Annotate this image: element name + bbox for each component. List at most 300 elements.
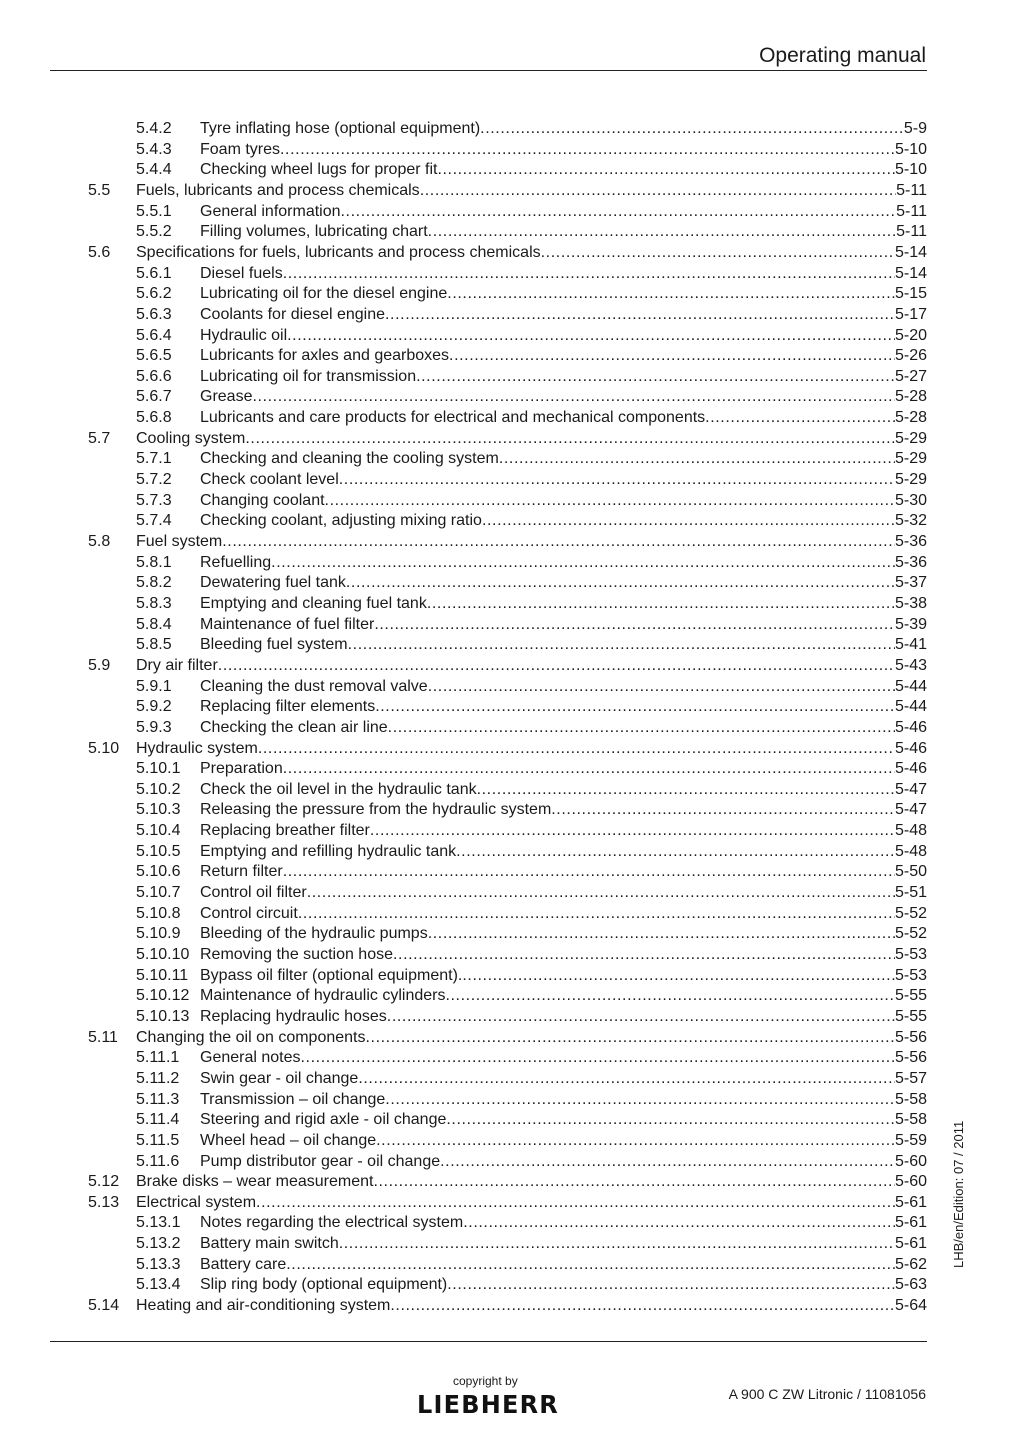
toc-entry-number: 5.10.1 [136, 760, 181, 778]
toc-entry-page: 5-52 [894, 925, 927, 943]
toc-entry-number: 5.6.1 [136, 264, 172, 282]
toc-entry-title: Tyre inflating hose (optional equipment) [200, 120, 481, 137]
toc-leader-dots [462, 966, 895, 986]
toc-entry-number: 5.12 [88, 1173, 120, 1191]
toc-entry[interactable] [0, 346, 1024, 366]
liebherr-logo [407, 1391, 569, 1417]
toc-entry-page: 5-38 [894, 594, 927, 612]
toc-entry-line [200, 677, 927, 697]
toc-entry-line [136, 532, 927, 552]
toc-entry-line [200, 594, 927, 614]
toc-entry-title: Grease [200, 388, 253, 406]
toc-entry-number: 5.6.6 [136, 367, 172, 385]
toc-leader-dots [428, 924, 895, 944]
toc-entry-line [200, 904, 927, 924]
toc-entry-number: 5.6.4 [136, 326, 172, 344]
toc-entry-page: 5-36 [894, 533, 927, 550]
toc-entry-line [200, 697, 927, 717]
toc-entry-line [200, 553, 927, 573]
toc-entry-title: Slip ring body (optional equipment) [200, 1276, 448, 1294]
toc-entry-title: Coolants for diesel engine [200, 305, 386, 323]
toc-entry[interactable] [0, 449, 1024, 469]
toc-leader-dots [705, 408, 895, 428]
toc-entry[interactable] [0, 326, 1024, 346]
toc-entry-line [136, 243, 927, 263]
toc-leader-dots [298, 904, 895, 924]
toc-entry-page: 5-43 [894, 656, 927, 674]
toc-entry-line [200, 1069, 927, 1089]
toc-entry-number: 5.5.2 [136, 223, 172, 241]
toc-entry-title: Transmission – oil change [200, 1090, 386, 1108]
toc-entry-number: 5.10 [88, 739, 120, 757]
toc-entry-page: 5-30 [894, 491, 927, 509]
toc-entry-title: Electrical system [136, 1193, 257, 1211]
toc-entry-title: Specifications for fuels, lubricants and process chemicals [136, 243, 541, 261]
toc-leader-dots [447, 1275, 895, 1295]
toc-entry[interactable] [0, 966, 1024, 986]
toc-entry[interactable] [0, 780, 1024, 800]
toc-entry[interactable] [0, 222, 1024, 242]
toc-entry-number: 5.11.4 [136, 1111, 180, 1129]
toc-entry-number: 5.6.2 [136, 285, 172, 303]
toc-entry-title: Cooling system [136, 429, 246, 447]
toc-entry[interactable] [0, 202, 1024, 222]
toc-entry[interactable] [0, 1069, 1024, 1089]
toc-entry[interactable] [0, 553, 1024, 573]
toc-entry[interactable] [0, 387, 1024, 407]
toc-entry-number: 5.10.5 [136, 842, 181, 860]
toc-entry-page: 5-55 [894, 987, 927, 1005]
toc-entry[interactable] [0, 1193, 1024, 1213]
toc-leader-dots [346, 573, 895, 593]
toc-entry-number: 5.8.1 [136, 553, 172, 571]
toc-entry-page: 5-53 [894, 966, 927, 984]
toc-entry[interactable] [0, 1090, 1024, 1110]
toc-entry-line [200, 924, 927, 944]
toc-entry-title: Check coolant level [200, 471, 339, 489]
toc-leader-dots [447, 284, 895, 304]
toc-entry[interactable] [0, 1152, 1024, 1172]
toc-entry-page: 5-60 [894, 1152, 927, 1170]
toc-entry-number: 5.11 [88, 1028, 118, 1046]
toc-entry-page: 5-46 [894, 739, 927, 757]
toc-leader-dots [390, 1296, 895, 1316]
toc-entry-number: 5.8 [88, 533, 111, 550]
header-divider [50, 70, 927, 71]
toc-entry-page: 5-47 [894, 801, 927, 819]
toc-entry-number: 5.10.8 [136, 904, 181, 922]
toc-entry[interactable] [0, 718, 1024, 738]
toc-entry[interactable] [0, 904, 1024, 924]
toc-leader-dots [374, 615, 895, 635]
toc-leader-dots [301, 1048, 895, 1068]
toc-entry-page: 5-10 [894, 161, 927, 179]
toc-entry-line [200, 511, 927, 531]
toc-entry-line [200, 1131, 927, 1151]
toc-entry-title: Refuelling [200, 553, 272, 571]
toc-entry-title: Replacing filter elements [200, 698, 376, 716]
toc-entry[interactable] [0, 759, 1024, 779]
toc-entry-page: 5-20 [894, 326, 927, 344]
toc-entry-page: 5-36 [894, 553, 927, 571]
toc-entry-line [136, 1193, 927, 1213]
toc-entry-number: 5.5.1 [136, 202, 172, 220]
toc-entry-line [136, 429, 927, 449]
toc-entry[interactable] [0, 1028, 1024, 1048]
toc-entry[interactable] [0, 883, 1024, 903]
toc-entry-number: 5.10.2 [136, 780, 181, 798]
toc-entry-title: Changing the oil on components [136, 1028, 366, 1046]
toc-entry-number: 5.9.2 [136, 698, 172, 716]
toc-entry-line [200, 966, 927, 986]
toc-entry-page: 5-32 [894, 512, 927, 530]
toc-entry-page: 5-44 [894, 677, 927, 695]
toc-entry-line [200, 119, 927, 139]
toc-entry-line [136, 181, 927, 201]
toc-entry-number: 5.4.3 [136, 140, 172, 158]
toc-entry-page: 5-17 [894, 305, 927, 323]
toc-entry-page: 5-46 [894, 760, 927, 778]
toc-entry[interactable] [0, 677, 1024, 697]
toc-entry-line [200, 387, 927, 407]
toc-entry-title: Bleeding fuel system [200, 636, 348, 654]
toc-leader-dots [339, 1234, 895, 1254]
toc-leader-dots [482, 511, 895, 531]
toc-entry[interactable] [0, 1234, 1024, 1254]
toc-entry-number: 5.13.4 [136, 1276, 181, 1294]
toc-entry-page: 5-15 [894, 285, 927, 303]
toc-leader-dots [280, 140, 895, 160]
toc-entry-number: 5.7.1 [136, 450, 172, 468]
toc-entry[interactable] [0, 635, 1024, 655]
toc-leader-dots [286, 1255, 895, 1275]
toc-entry-title: Fuels, lubricants and process chemicals [136, 181, 420, 199]
toc-entry-title: Lubricants for axles and gearboxes [200, 347, 450, 365]
toc-entry[interactable] [0, 119, 1024, 139]
toc-entry-line [200, 305, 927, 325]
toc-entry-page: 5-50 [894, 863, 927, 881]
toc-entry-title: Emptying and refilling hydraulic tank [200, 842, 457, 860]
toc-entry-title: Removing the suction hose [200, 946, 393, 963]
toc-entry[interactable] [0, 573, 1024, 593]
toc-leader-dots [499, 449, 895, 469]
toc-entry-title: Emptying and cleaning fuel tank [200, 594, 427, 612]
toc-entry[interactable] [0, 1275, 1024, 1295]
toc-entry-title: Fuel system [136, 533, 223, 550]
liebherr-logo-text: LIEBHERR [417, 1391, 559, 1417]
toc-entry-page: 5-26 [894, 347, 927, 365]
toc-leader-dots [283, 264, 895, 284]
toc-entry-number: 5.14 [88, 1297, 120, 1315]
toc-entry-number: 5.8.3 [136, 594, 172, 612]
toc-entry-title: Replacing hydraulic hoses [200, 1007, 387, 1025]
toc-entry[interactable] [0, 1007, 1024, 1027]
toc-entry[interactable] [0, 367, 1024, 387]
toc-entry-line [200, 449, 927, 469]
toc-entry-title: Diesel fuels [200, 264, 283, 282]
toc-entry[interactable] [0, 1110, 1024, 1130]
toc-entry[interactable] [0, 491, 1024, 511]
toc-leader-dots [456, 842, 895, 862]
toc-leader-dots [222, 532, 895, 552]
toc-entry-page: 5-44 [894, 698, 927, 716]
toc-leader-dots [480, 119, 904, 139]
toc-leader-dots [440, 1152, 895, 1172]
toc-entry-line [136, 1028, 927, 1048]
toc-entry-page: 5-48 [894, 822, 927, 840]
toc-leader-dots [252, 387, 895, 407]
toc-entry[interactable] [0, 862, 1024, 882]
toc-entry-line [200, 573, 927, 593]
toc-entry-page: 5-11 [896, 223, 927, 241]
toc-entry[interactable] [0, 429, 1024, 449]
toc-entry-title: Notes regarding the electrical system [200, 1214, 464, 1232]
toc-leader-dots [428, 222, 897, 242]
toc-entry-number: 5.6.7 [136, 388, 172, 406]
toc-entry[interactable] [0, 160, 1024, 180]
toc-entry[interactable] [0, 656, 1024, 676]
toc-entry-line [200, 615, 927, 635]
toc-leader-dots [348, 635, 895, 655]
toc-leader-dots [256, 1193, 895, 1213]
toc-entry-page: 5-11 [896, 181, 927, 199]
toc-entry-title: General notes [200, 1049, 301, 1067]
page-header-title: Operating manual [759, 44, 926, 67]
toc-entry-number: 5.4.4 [136, 161, 172, 179]
toc-entry-title: Dry air filter [136, 656, 218, 674]
toc-leader-dots [339, 470, 895, 490]
copyright-label: copyright by [453, 1374, 518, 1388]
toc-entry[interactable] [0, 1048, 1024, 1068]
toc-entry[interactable] [0, 140, 1024, 160]
toc-entry-title: Checking coolant, adjusting mixing ratio [200, 512, 482, 530]
toc-entry-line [200, 222, 927, 242]
toc-entry-line [200, 491, 927, 511]
toc-entry-line [200, 842, 927, 862]
toc-entry-title: Swin gear - oil change [200, 1069, 359, 1087]
toc-entry[interactable] [0, 470, 1024, 490]
toc-leader-dots [376, 1131, 895, 1151]
toc-leader-dots [388, 718, 895, 738]
toc-entry-page: 5-58 [894, 1090, 927, 1108]
toc-entry-page: 5-55 [894, 1007, 927, 1025]
toc-entry-number: 5.13.3 [136, 1255, 181, 1273]
toc-leader-dots [385, 1090, 895, 1110]
toc-entry-title: Lubricating oil for transmission [200, 367, 417, 385]
toc-entry-line [136, 1172, 927, 1192]
toc-entry-line [200, 759, 927, 779]
toc-entry-line [200, 800, 927, 820]
toc-entry-page: 5-47 [894, 780, 927, 798]
toc-leader-dots [387, 1007, 895, 1027]
toc-entry-page: 5-62 [894, 1255, 927, 1273]
toc-entry-title: Pump distributor gear - oil change [200, 1152, 441, 1170]
toc-leader-dots [366, 1028, 895, 1048]
toc-leader-dots [445, 986, 895, 1006]
toc-entry-page: 5-10 [894, 140, 927, 158]
toc-entry-number: 5.10.12 [136, 987, 190, 1005]
toc-entry-number: 5.7.2 [136, 471, 172, 489]
toc-entry-title: Bypass oil filter (optional equipment). [200, 966, 463, 984]
toc-entry[interactable] [0, 615, 1024, 635]
toc-entry[interactable] [0, 264, 1024, 284]
toc-entry-number: 5.13.1 [136, 1214, 181, 1232]
toc-entry-page: 5-39 [894, 615, 927, 633]
toc-leader-dots [375, 697, 895, 717]
toc-entry-title: General information [200, 202, 341, 220]
toc-leader-dots [370, 821, 895, 841]
toc-entry-page: 5-41 [894, 636, 927, 654]
toc-entry-title: Return filter [200, 863, 283, 881]
toc-entry-line [200, 1048, 927, 1068]
toc-entry-page: 5-52 [894, 904, 927, 922]
toc-leader-dots [341, 202, 897, 222]
toc-entry[interactable] [0, 532, 1024, 552]
toc-entry-number: 5.11.1 [136, 1049, 180, 1067]
toc-entry[interactable] [0, 181, 1024, 201]
toc-entry-page: 5-61 [894, 1235, 927, 1253]
toc-entry-number: 5.10.3 [136, 801, 181, 819]
toc-entry-line [200, 1255, 927, 1275]
toc-entry-line [200, 346, 927, 366]
toc-entry-title: Battery care [200, 1255, 287, 1273]
toc-entry[interactable] [0, 986, 1024, 1006]
toc-entry-page: 5-60 [894, 1173, 927, 1191]
toc-entry[interactable] [0, 511, 1024, 531]
toc-leader-dots [393, 945, 895, 965]
toc-entry-title: Dewatering fuel tank [200, 574, 346, 592]
toc-entry[interactable] [0, 945, 1024, 965]
toc-entry-number: 5.8.4 [136, 615, 172, 633]
toc-entry-title: Check the oil level in the hydraulic tank [200, 780, 477, 798]
toc-entry-page: 5-9 [903, 120, 927, 137]
toc-entry-title: Changing coolant [200, 491, 325, 509]
toc-entry-page: 5-51 [894, 884, 927, 902]
toc-entry-page: 5-57 [894, 1069, 927, 1087]
toc-leader-dots [283, 862, 895, 882]
toc-entry-title: Replacing breather filter [200, 822, 370, 840]
toc-entry[interactable] [0, 408, 1024, 428]
toc-leader-dots [541, 243, 895, 263]
toc-entry-title: Control circuit [200, 904, 298, 922]
toc-entry[interactable] [0, 1172, 1024, 1192]
toc-entry-page: 5-29 [894, 471, 927, 489]
toc-entry-line [200, 160, 927, 180]
toc-entry-title: Foam tyres [200, 140, 281, 158]
toc-entry-page: 5-37 [894, 574, 927, 592]
toc-entry-page: 5-14 [894, 264, 927, 282]
toc-leader-dots [287, 326, 895, 346]
toc-entry[interactable] [0, 1131, 1024, 1151]
toc-entry-title: Hydraulic oil [200, 326, 288, 344]
toc-leader-dots [446, 1110, 895, 1130]
toc-entry-number: 5.13 [88, 1193, 120, 1211]
toc-entry[interactable] [0, 594, 1024, 614]
toc-leader-dots [307, 883, 895, 903]
toc-entry-title: Control oil filter [200, 884, 307, 902]
toc-entry-number: 5.10.11 [136, 966, 189, 984]
toc-entry-number: 5.11.6 [136, 1152, 180, 1170]
toc-entry-number: 5.6.5 [136, 347, 172, 365]
toc-entry[interactable] [0, 1213, 1024, 1233]
toc-entry-page: 5-14 [894, 243, 927, 261]
toc-entry-number: 5.10.7 [136, 884, 181, 902]
toc-entry[interactable] [0, 1255, 1024, 1275]
toc-entry-line [200, 408, 927, 428]
toc-entry[interactable] [0, 284, 1024, 304]
toc-entry-page: 5-28 [894, 409, 927, 427]
toc-entry-line [200, 326, 927, 346]
toc-entry-number: 5.6 [88, 243, 111, 261]
toc-entry[interactable] [0, 924, 1024, 944]
toc-entry-number: 5.9 [88, 656, 111, 674]
toc-entry-page: 5-28 [894, 388, 927, 406]
toc-entry-title: Brake disks – wear measurement [136, 1173, 374, 1191]
toc-entry[interactable] [0, 305, 1024, 325]
toc-entry[interactable] [0, 697, 1024, 717]
footer-divider [50, 1341, 927, 1342]
toc-entry-number: 5.10.6 [136, 863, 181, 881]
toc-entry[interactable] [0, 800, 1024, 820]
toc-entry-number: 5.10.9 [136, 925, 181, 943]
toc-entry-title: Preparation [200, 760, 283, 778]
toc-entry-page: 5-63 [894, 1276, 927, 1294]
toc-entry-line [200, 1110, 927, 1130]
toc-entry-page: 5-59 [894, 1131, 927, 1149]
toc-entry-number: 5.4.2 [136, 120, 172, 137]
toc-entry-page: 5-58 [894, 1111, 927, 1129]
toc-entry-line [200, 1152, 927, 1172]
toc-entry[interactable] [0, 842, 1024, 862]
toc-entry-line [200, 284, 927, 304]
toc-entry-number: 5.11.3 [136, 1090, 180, 1108]
toc-entry-page: 5-11 [896, 202, 927, 220]
toc-leader-dots [427, 594, 895, 614]
toc-entry-number: 5.8.2 [136, 574, 172, 592]
toc-leader-dots [283, 759, 895, 779]
toc-entry[interactable] [0, 243, 1024, 263]
toc-entry-title: Checking the clean air line [200, 718, 388, 736]
toc-entry-page: 5-46 [894, 718, 927, 736]
toc-leader-dots [385, 305, 895, 325]
toc-entry-number: 5.7.3 [136, 491, 172, 509]
toc-entry-line [200, 1090, 927, 1110]
toc-entry-number: 5.7 [88, 429, 111, 447]
toc-entry-line [200, 862, 927, 882]
toc-leader-dots [449, 346, 895, 366]
toc-entry-number: 5.10.13 [136, 1007, 190, 1025]
toc-leader-dots [551, 800, 895, 820]
toc-entry-line [200, 821, 927, 841]
toc-entry-number: 5.6.8 [136, 409, 172, 427]
toc-entry-line [200, 945, 927, 965]
toc-entry-line [200, 140, 927, 160]
toc-entry-title: Battery main switch [200, 1235, 339, 1253]
toc-entry-line [200, 1007, 927, 1027]
toc-entry[interactable] [0, 1296, 1024, 1316]
toc-entry[interactable] [0, 821, 1024, 841]
toc-leader-dots [271, 553, 895, 573]
toc-entry-title: Heating and air-conditioning system [136, 1297, 391, 1315]
toc-entry-line [200, 470, 927, 490]
toc-entry-title: Lubricating oil for the diesel engine [200, 285, 448, 303]
toc-leader-dots [358, 1069, 895, 1089]
toc-entry[interactable] [0, 739, 1024, 759]
toc-entry-line [200, 635, 927, 655]
toc-entry-page: 5-61 [894, 1214, 927, 1232]
toc-entry-number: 5.10.10 [136, 946, 190, 963]
toc-entry-title: Maintenance of fuel filter [200, 615, 375, 633]
